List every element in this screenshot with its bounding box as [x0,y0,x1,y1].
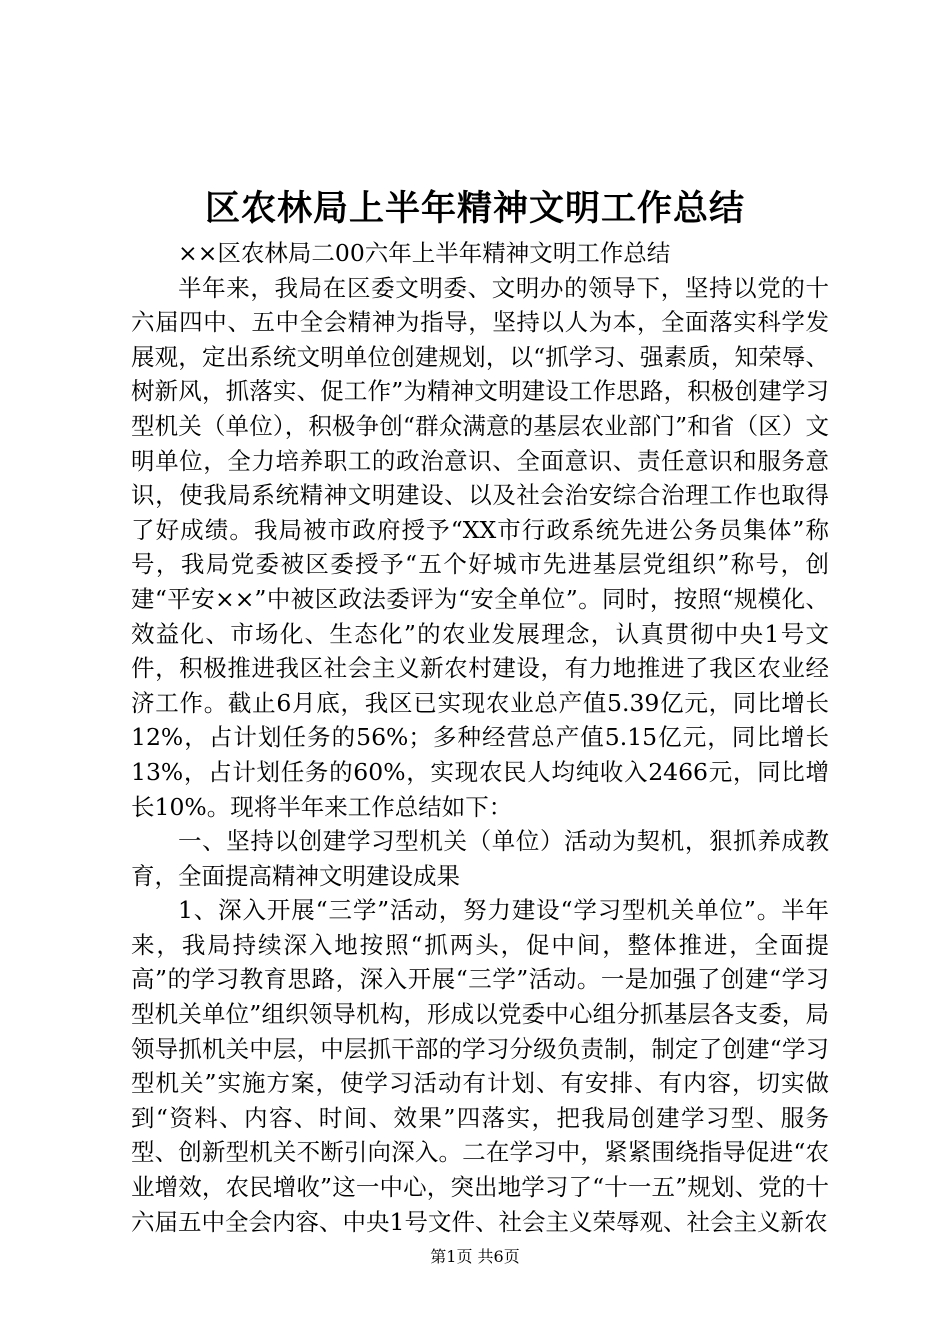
document-title: 区农林局上半年精神文明工作总结 [204,188,745,229]
body-paragraph: 1、深入开展“三学”活动，努力建设“学习型机关单位”。半年来，我局持续深入地按照“抓两头，促中间，整体推进，全面提高”的学习教育思路，深入开展“三学”活动。一是加强了创建“学习型机关单位”组织领导机构，形成以党委中心组分抓基层各支委，局领导抓机关中层，中层抓干部的学习分级负责制，制定了创建“学习型机关”实施方案，使学习活动有计划、有安排、有内容，切实做到“资料、内容、时间、效果”四落实，把我局创建学习型、服务型、创新型机关不断引向深入。二在学习中，紧紧围绕指导促进“农业增效，农民增收”这一中心，突出地学习了“十一五”规划、党的十六届五中全会内容、中央1号文件、社会主义荣辱观、社会主义新农 [131,896,829,1236]
summary-paragraph: 半年来，我局在区委文明委、文明办的领导下，坚持以党的十六届四中、五中全会精神为指导，坚持以人为本，全面落实科学发展观，定出系统文明单位创建规划，以“抓学习、强素质，知荣辱、树新风，抓落实、促工作”为精神文明建设工作思路，积极创建学习型机关（单位），积极争创“群众满意的基层农业部门”和省（区）文明单位，全力培养职工的政治意识、全面意识、责任意识和服务意识，使我局系统精神文明建设、以及社会治安综合治理工作也取得了好成绩。我局被市政府授予“XX市行政系统先进公务员集体”称号，我局党委被区委授予“五个好城市先进基层党组织”称号，创建“平安××”中被区政法委评为“安全单位”。同时，按照“规模化、效益化、市场化、生态化”的农业发展理念，认真贯彻中央1号文件，积极推进我区社会主义新农村建设，有力地推进了我区农业经济工作。截止6月底，我区已实现农业总产值5.39亿元，同比增长12%，占计划任务的56%；多种经营总产值5.15亿元，同比增长13%，占计划任务的60%，实现农民人均纯收入2466元，同比增长10%。现将半年来工作总结如下： [131,273,829,821]
subtitle-paragraph: ××区农林局二00六年上半年精神文明工作总结 [178,239,671,267]
section-heading: 一、坚持以创建学习型机关（单位）活动为契机，狠抓养成教育，全面提高精神文明建设成果 [131,827,829,890]
document-body [131,236,829,1239]
page-number-footer: 第1页 共6页 [430,1247,520,1266]
